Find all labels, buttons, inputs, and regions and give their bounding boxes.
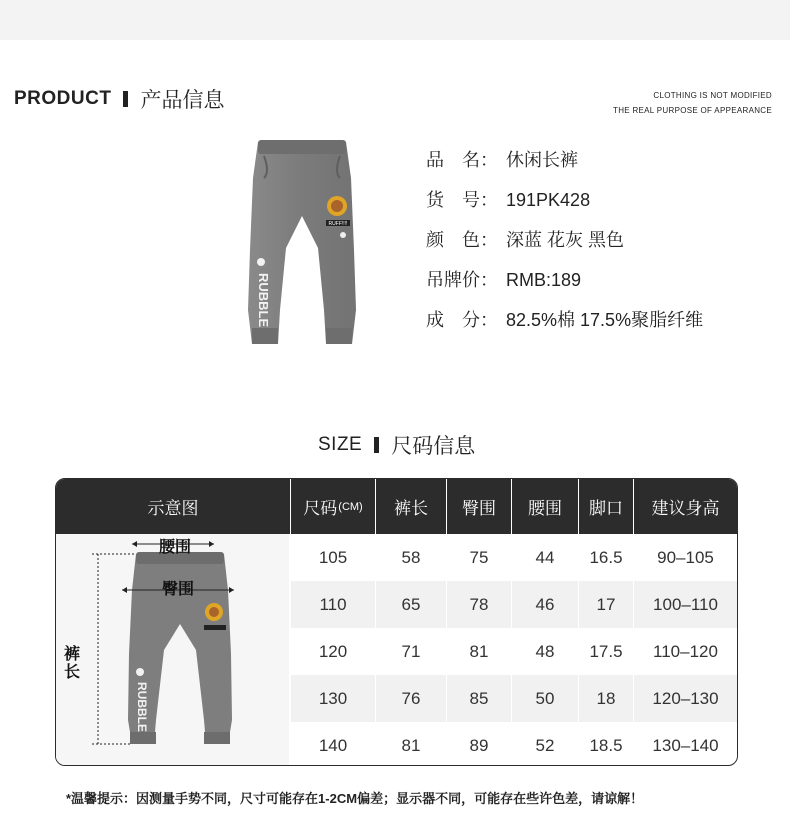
cell-hip: 89 (469, 735, 489, 755)
cell-waist: 52 (535, 735, 555, 755)
header-length: 裤长 (394, 499, 428, 518)
cell-hip: 78 (469, 594, 489, 614)
diagram-label-waist: 腰围 (159, 539, 192, 556)
diagram-cell (56, 534, 289, 765)
cell-size: 110 (319, 594, 347, 614)
cell-hip: 85 (469, 688, 489, 708)
column-divider (290, 479, 291, 765)
product-heading-cn: 产品信息 (140, 89, 225, 112)
column-divider (511, 479, 512, 765)
info-label: 货 号： (426, 190, 498, 210)
heading-divider-bar (374, 437, 379, 453)
column-divider (375, 479, 376, 765)
cell-size: 120 (318, 641, 348, 661)
cell-cuff: 17.5 (589, 641, 623, 661)
pants-product-image (240, 138, 364, 350)
cell-length: 76 (401, 688, 421, 708)
cell-length: 65 (401, 594, 421, 614)
badge-text: RUFF!!!! (328, 221, 348, 227)
info-label: 成 分： (426, 310, 498, 330)
info-row-sku (426, 186, 703, 226)
cell-length: 58 (401, 547, 421, 567)
pants-diagram-image (56, 534, 289, 765)
size-table (55, 478, 738, 766)
column-divider (578, 479, 579, 765)
info-label: 颜 色： (426, 230, 498, 250)
product-section-heading (14, 84, 224, 114)
cell-height: 90–105 (657, 547, 714, 567)
cell-length: 71 (401, 641, 421, 661)
cell-cuff: 18 (596, 688, 616, 708)
info-label: 品 名： (426, 150, 498, 170)
cell-cuff: 17 (596, 594, 616, 614)
cell-waist: 46 (535, 594, 555, 614)
size-section-heading (318, 430, 475, 460)
header-size-label: 尺码 (303, 499, 338, 518)
paw-print-icon (340, 232, 346, 238)
header-cuff: 脚口 (589, 499, 623, 518)
cell-height: 120–130 (652, 688, 719, 708)
footnote: *温馨提示：因测量手势不同，尺寸可能存在1-2CM偏差；显示器不同，可能存在些许色差，请谅解！ (66, 791, 644, 806)
product-info-list (426, 146, 703, 346)
header-diagram: 示意图 (147, 499, 199, 518)
info-value: 休闲长裤 (506, 150, 578, 170)
header-size-unit: (CM) (338, 500, 363, 513)
info-row-name (426, 146, 703, 186)
diagram-brand-text: RUBBLE (135, 682, 149, 732)
info-value: RMB:189 (506, 270, 582, 290)
info-value: 深蓝 花灰 黑色 (506, 230, 625, 250)
info-value: 191PK428 (506, 190, 591, 210)
disclaimer-note (613, 88, 772, 118)
size-heading-cn: 尺码信息 (391, 435, 476, 458)
diagram-label-hip: 臀围 (162, 581, 195, 598)
cell-height: 110–120 (653, 641, 718, 661)
product-heading-en: PRODUCT (14, 88, 112, 109)
pants-brand-text: RUBBLE (256, 273, 271, 328)
cell-waist: 50 (535, 688, 555, 708)
column-divider (446, 479, 447, 765)
cell-size: 140 (318, 735, 348, 755)
info-label: 吊牌价： (426, 270, 498, 290)
disclaimer-line-2: THE REAL PURPOSE OF APPEARANCE (613, 106, 772, 115)
table-row (291, 628, 737, 675)
table-row (291, 581, 737, 628)
cell-height: 130–140 (652, 735, 719, 755)
cell-size: 105 (318, 547, 348, 567)
cell-size: 130 (318, 688, 348, 708)
cell-cuff: 16.5 (589, 547, 623, 567)
header-size (291, 479, 375, 534)
cell-hip: 81 (469, 641, 489, 661)
info-row-price (426, 266, 703, 306)
header-waist: 腰围 (528, 499, 562, 518)
size-heading-en: SIZE (318, 434, 363, 455)
info-row-color (426, 226, 703, 266)
shield-logo-icon (257, 258, 265, 266)
header-hip: 臀围 (462, 499, 496, 518)
column-divider (633, 479, 634, 765)
table-row (291, 675, 737, 722)
disclaimer-line-1: CLOTHING IS NOT MODIFIED (653, 91, 772, 100)
cell-cuff: 18.5 (589, 735, 623, 755)
cell-waist: 44 (535, 547, 555, 567)
top-band (0, 0, 790, 40)
cell-height: 100–110 (653, 594, 718, 614)
cell-hip: 75 (469, 547, 489, 567)
heading-divider-bar (123, 91, 128, 107)
cell-length: 81 (401, 735, 421, 755)
table-row (291, 534, 737, 581)
info-value: 82.5%棉 17.5%聚脂纤维 (506, 310, 704, 330)
table-row (291, 722, 737, 766)
diagram-label-length: 裤长 (64, 646, 81, 681)
cell-waist: 48 (535, 641, 555, 661)
info-row-material (426, 306, 703, 346)
header-height: 建议身高 (651, 499, 720, 518)
